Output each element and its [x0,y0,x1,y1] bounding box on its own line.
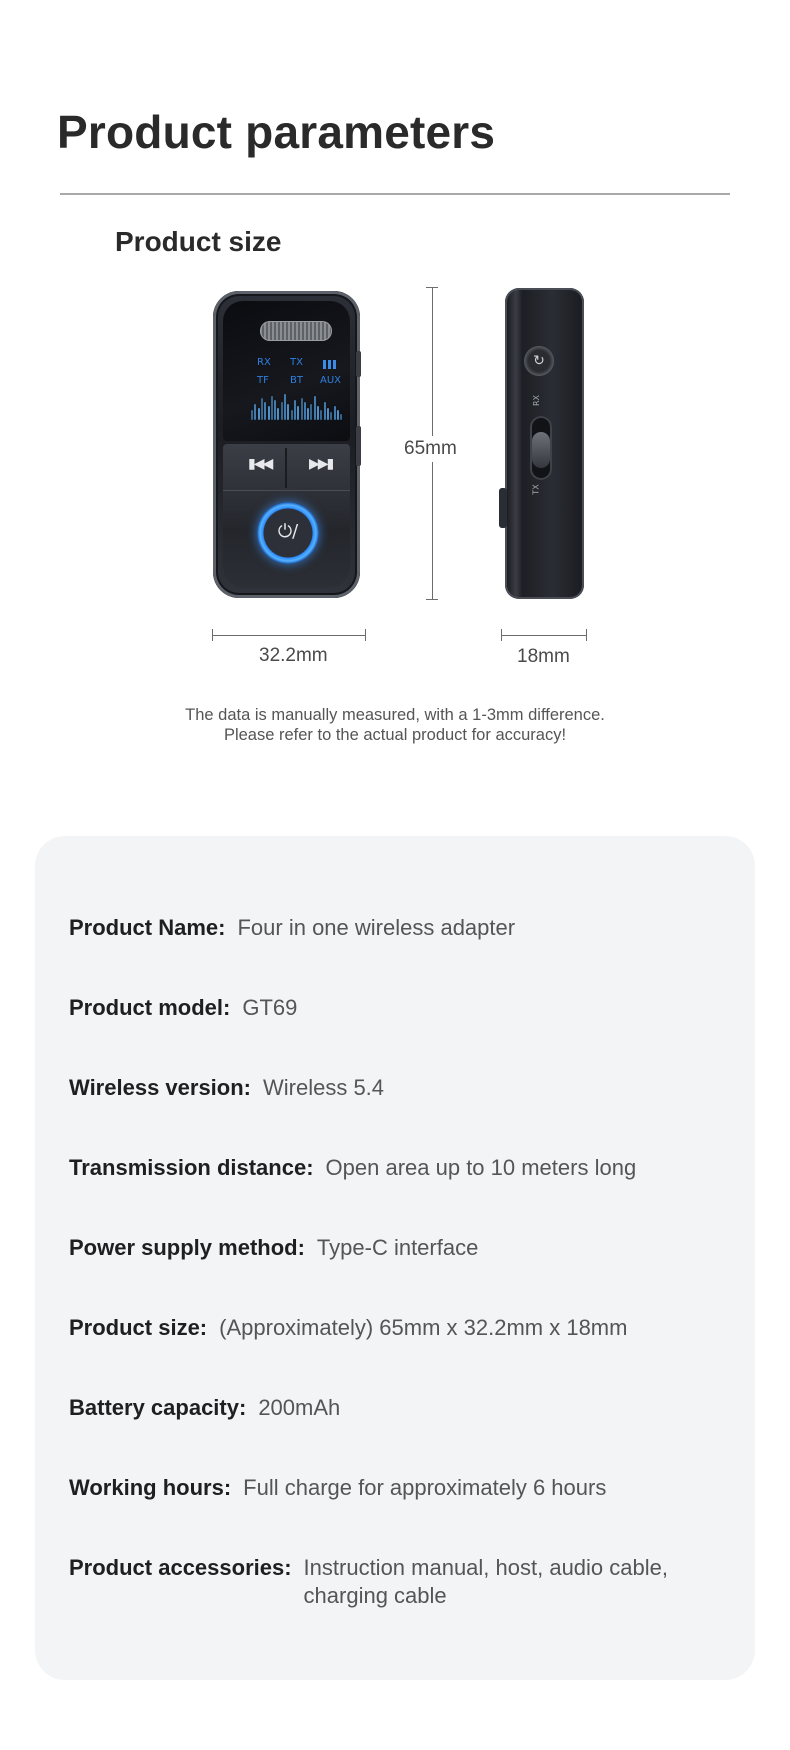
spec-value: Wireless 5.4 [263,1075,385,1100]
spec-row-product-accessories [69,1554,684,1610]
equalizer-bar [307,408,309,420]
spec-label: Power supply method: [69,1235,305,1260]
spec-value: 200mAh [258,1395,341,1420]
equalizer-bar [284,394,286,420]
equalizer-bar [258,408,260,420]
spec-row-power-supply [69,1234,478,1262]
equalizer-bar [310,404,312,420]
battery-icon [323,356,338,374]
spec-value: Four in one wireless adapter [237,915,516,940]
device-screen [223,301,350,441]
spec-row-working-hours [69,1474,606,1502]
spec-row-transmission-distance [69,1154,636,1182]
spec-label: Wireless version: [69,1075,251,1100]
spec-value: Type-C interface [316,1235,479,1260]
equalizer-bar [261,398,263,420]
spec-label: Transmission distance: [69,1155,314,1180]
previous-track-icon: ▮◀◀ [248,456,272,472]
screen-aux-label: AUX [320,375,342,386]
spec-label: Product size: [69,1315,208,1340]
equalizer-bar [274,400,276,420]
side-button [356,426,361,466]
equalizer-bar [281,402,283,420]
device-front-image [213,291,360,598]
depth-label: 18mm [517,646,570,667]
spec-value: (Approximately) 65mm x 32.2mm x 18mm [219,1315,628,1340]
spec-label: Working hours: [69,1475,232,1500]
spec-row-product-size [69,1314,627,1342]
height-label: 65mm [404,436,457,462]
equalizer-bar [264,402,266,420]
equalizer-bar [324,402,326,420]
screen-rx-label: RX [257,357,271,368]
equalizer-bar [251,410,253,420]
title-divider [60,193,730,195]
power-call-icon: ⏻/ [277,521,299,542]
spec-row-battery-capacity [69,1394,340,1422]
equalizer-bar [301,398,303,420]
equalizer-bar [271,396,273,420]
spec-value: Full charge for approximately 6 hours [243,1475,607,1500]
equalizer-bar [254,404,256,420]
mode-switch [530,416,552,480]
device-control-panel [223,444,350,588]
spec-value: Open area up to 10 meters long [325,1155,637,1180]
section-title: Product size [115,226,282,257]
equalizer-bar [330,412,332,420]
measurement-note-line1: The data is manually measured, with a 1-3mm difference. [185,706,605,724]
screen-tx-label: TX [290,357,303,368]
page-title: Product parameters [57,106,496,158]
spec-value: Instruction manual, host, audio cable, charging cable [303,1555,668,1608]
device-side-image [505,288,584,599]
screen-bt-label: BT [290,375,303,386]
depth-dimension-line [501,635,587,636]
spec-card [35,836,755,1680]
screen-tf-label: TF [257,375,269,386]
equalizer-bar [297,406,299,420]
spec-row-wireless-version [69,1074,384,1102]
equalizer-bar [304,402,306,420]
side-port [499,488,507,528]
next-track-icon: ▶▶▮ [309,456,333,472]
equalizer-bar [317,406,319,420]
measurement-note-line2: Please refer to the actual product for accuracy! [223,726,567,744]
power-button [257,502,319,564]
equalizer-bar [291,410,293,420]
equalizer-bar [327,408,329,420]
spec-value: GT69 [242,995,298,1020]
equalizer-bar [334,406,336,420]
width-label: 32.2mm [259,645,328,666]
width-dimension-line [212,635,366,636]
equalizer-bar [277,408,279,420]
equalizer-bars [251,394,343,420]
volume-knob-icon: ↻ [524,346,554,376]
equalizer-bar [320,410,322,420]
equalizer-bar [314,396,316,420]
equalizer-bar [340,414,342,420]
equalizer-bar [268,406,270,420]
spec-label: Battery capacity: [69,1395,247,1420]
side-tx-label: TX [531,484,541,495]
side-button [356,351,361,377]
speaker-grille [260,321,332,341]
equalizer-bar [337,410,339,420]
side-rx-label: RX [532,394,542,407]
spec-row-product-name [69,914,515,942]
spec-label: Product Name: [69,915,226,940]
spec-row-product-model [69,994,297,1022]
equalizer-bar [287,404,289,420]
spec-label: Product model: [69,995,231,1020]
spec-label: Product accessories: [69,1555,292,1580]
equalizer-bar [294,400,296,420]
